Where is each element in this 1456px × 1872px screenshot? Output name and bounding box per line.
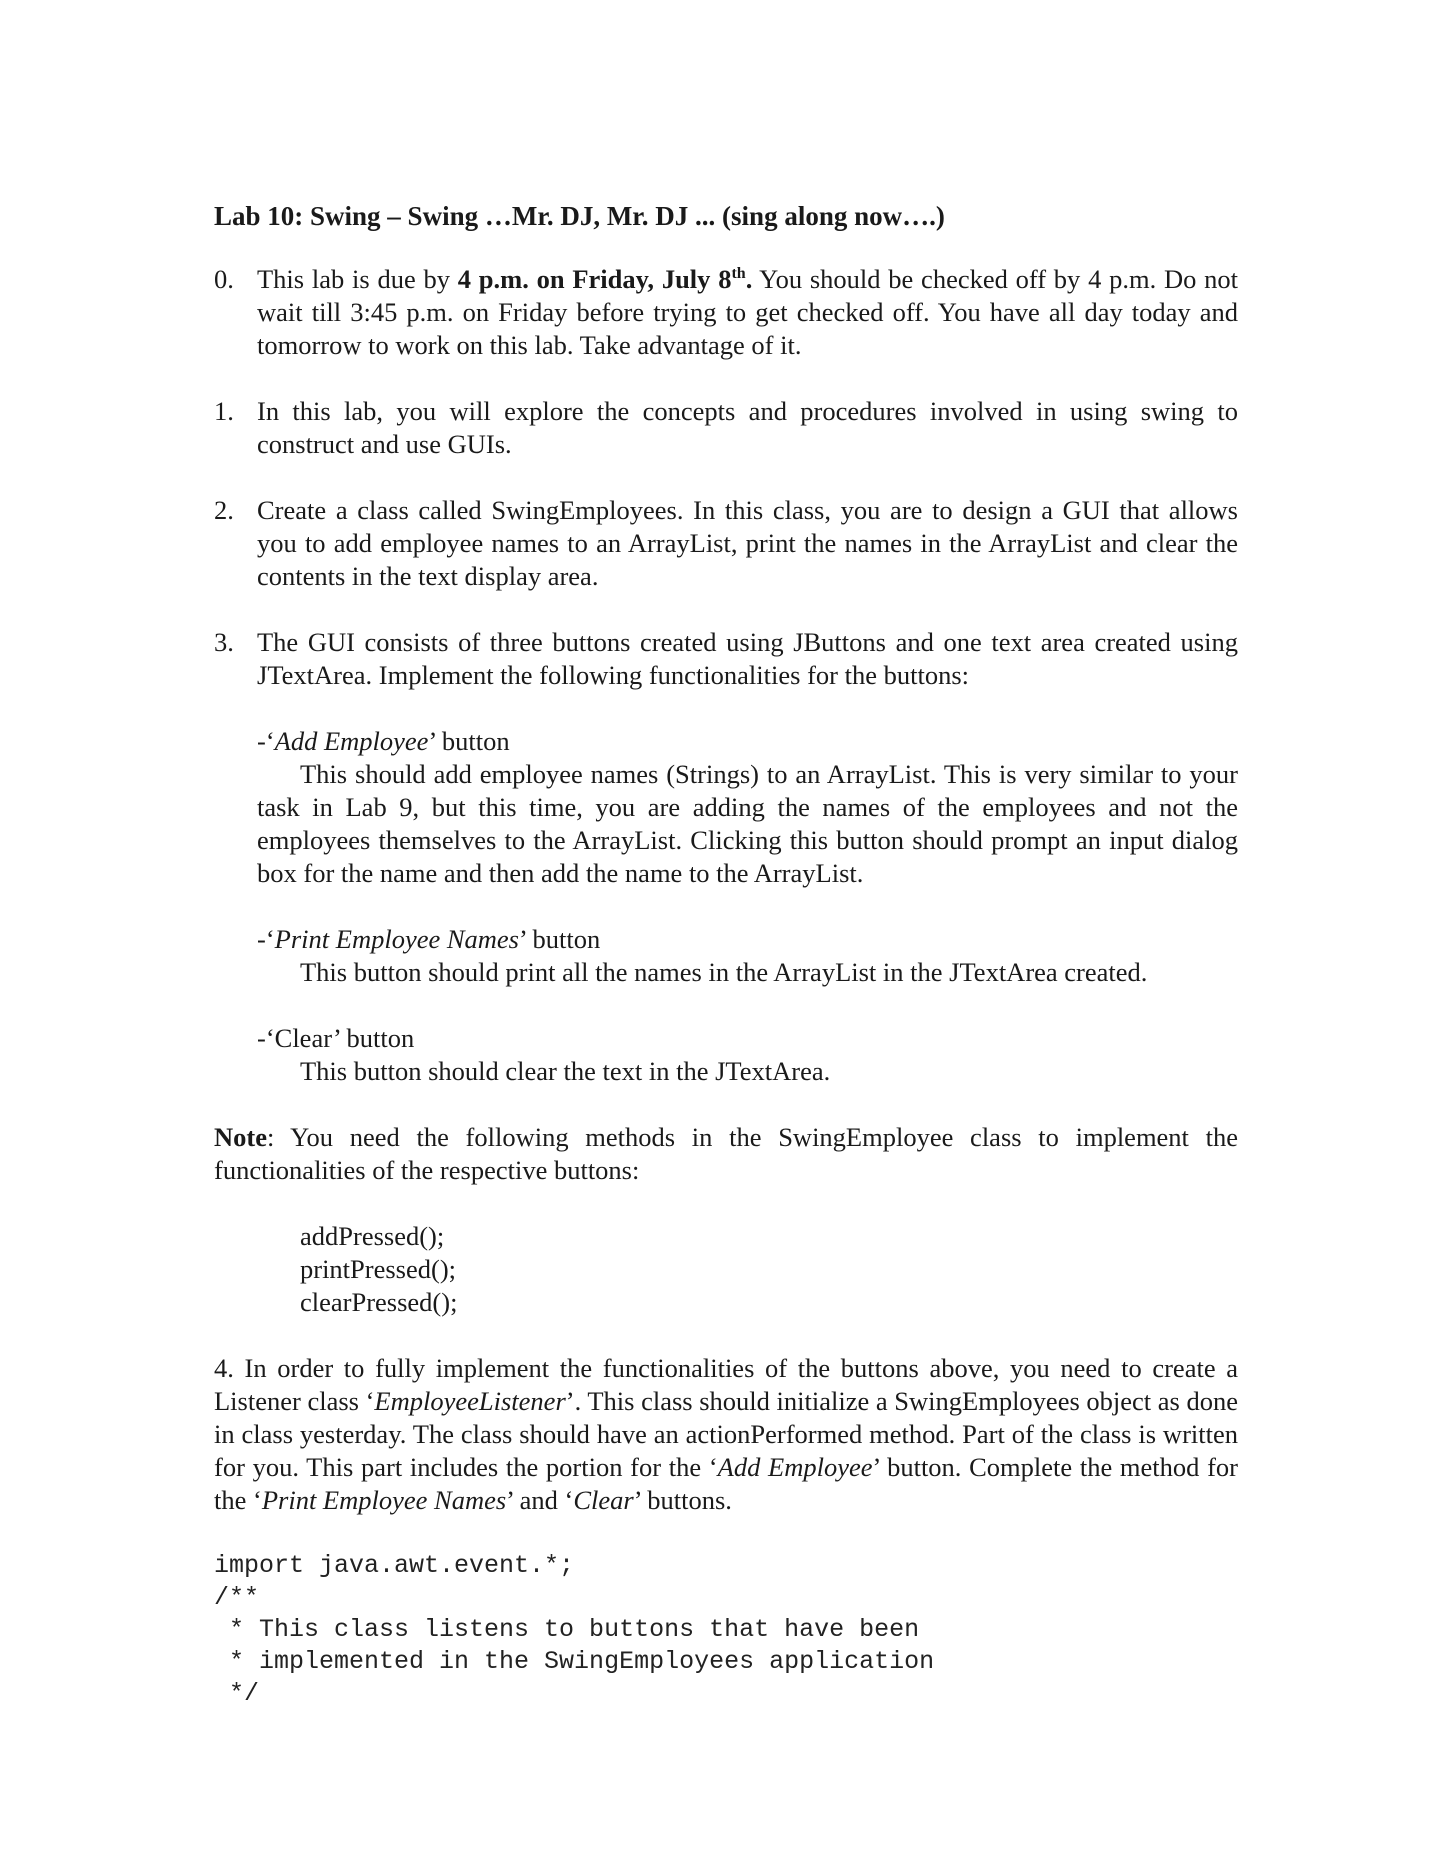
- text-run: This lab is due by: [257, 264, 458, 294]
- text-run: You should be checked off by 4 p.m. Do not wait till 3:45 p.m. on Friday before trying to get checked off. You have all day today and tomorrow to work on this lab. Take advantage of it.: [257, 264, 1238, 360]
- button-name: Print Employee Names: [261, 1485, 507, 1515]
- method-item: addPressed();: [300, 1221, 445, 1251]
- document-page: [214, 200, 1238, 1710]
- section-heading: [257, 725, 1238, 758]
- page-title: Lab 10: Swing – Swing …Mr. DJ, Mr. DJ ... (sing along now….): [214, 201, 945, 231]
- method-item: clearPressed();: [300, 1287, 458, 1317]
- list-item-3: [214, 626, 1238, 692]
- section-heading: -‘Clear’ button: [257, 1023, 415, 1053]
- section-description: This button should print all the names in the ArrayList in the JTextArea created.: [300, 957, 1148, 987]
- due-date: 4 p.m. on Friday, July 8: [457, 264, 732, 294]
- note-label: Note: [214, 1122, 267, 1152]
- item-text: The GUI consists of three buttons created using JButtons and one text area created using JTextArea. Implement the following functionalities for the buttons:: [257, 627, 1238, 690]
- section-description: This should add employee names (Strings) to an ArrayList. This is very similar to your task in Lab 9, but this time, you are adding the names of the employees and not the employees themselves to the ArrayList. Clicking this button should prompt an input dialog box for the name and then add the name to the ArrayList.: [257, 759, 1238, 888]
- class-name: EmployeeListener: [374, 1386, 566, 1416]
- method-item: printPressed();: [300, 1254, 457, 1284]
- text-run: -‘: [257, 726, 275, 756]
- code-line: * implemented in the SwingEmployees application: [214, 1647, 935, 1676]
- text-run: 4. In order to fully implement the functionalities of the buttons above, you need to create a Listener class ‘: [214, 1353, 1238, 1416]
- item-number: 1.: [214, 396, 234, 426]
- item-number: 0.: [214, 264, 234, 294]
- note-text: : You need the following methods in the SwingEmployee class to implement the functionalities of the respective buttons:: [214, 1122, 1238, 1185]
- text-run: ’ buttons.: [633, 1485, 732, 1515]
- button-name: Add Employee: [274, 726, 429, 756]
- section-description: This button should clear the text in the JTextArea.: [300, 1056, 831, 1086]
- text-run: .: [745, 264, 753, 294]
- list-item-1: [214, 395, 1238, 461]
- ordinal-suffix: th: [731, 265, 746, 283]
- add-employee-section: [257, 725, 1238, 890]
- text-run: ’ button. Complete the method for the ‘: [214, 1452, 1238, 1515]
- button-name: Clear: [573, 1485, 634, 1515]
- code-line: import java.awt.event.*;: [214, 1551, 575, 1580]
- text-run: ’ button: [519, 924, 601, 954]
- item-number: 3.: [214, 627, 234, 657]
- item-number: 2.: [214, 495, 234, 525]
- print-employee-names-section: [257, 923, 1238, 989]
- text-run: ’ and ‘: [506, 1485, 574, 1515]
- code-line: */: [214, 1679, 260, 1708]
- button-name: Add Employee: [717, 1452, 873, 1482]
- clear-section: [257, 1022, 1238, 1088]
- code-block: [214, 1550, 1238, 1710]
- list-item-2: [214, 494, 1238, 593]
- item-text: Create a class called SwingEmployees. In this class, you are to design a GUI that allows you to add employee names to an ArrayList, print the names in the ArrayList and clear the contents in the text display area.: [257, 495, 1238, 591]
- methods-list: [300, 1220, 1238, 1319]
- code-line: /**: [214, 1583, 260, 1612]
- list-item-0: [214, 263, 1238, 362]
- text-run: ’ button: [428, 726, 510, 756]
- note-paragraph: [214, 1121, 1238, 1187]
- item-text: [257, 263, 1238, 362]
- section-heading: [257, 923, 1238, 956]
- text-run: -‘: [257, 924, 275, 954]
- code-line: * This class listens to buttons that have been: [214, 1615, 920, 1644]
- item-text: In this lab, you will explore the concepts and procedures involved in using swing to construct and use GUIs.: [257, 396, 1238, 459]
- button-name: Print Employee Names: [274, 924, 519, 954]
- text-run: ’. This class should initialize a SwingEmployees object as done in class yesterday. The class should have an actionPerformed method. Part of the class is written for you. This part includes the portion for the ‘: [214, 1386, 1238, 1482]
- paragraph-4: [214, 1352, 1238, 1517]
